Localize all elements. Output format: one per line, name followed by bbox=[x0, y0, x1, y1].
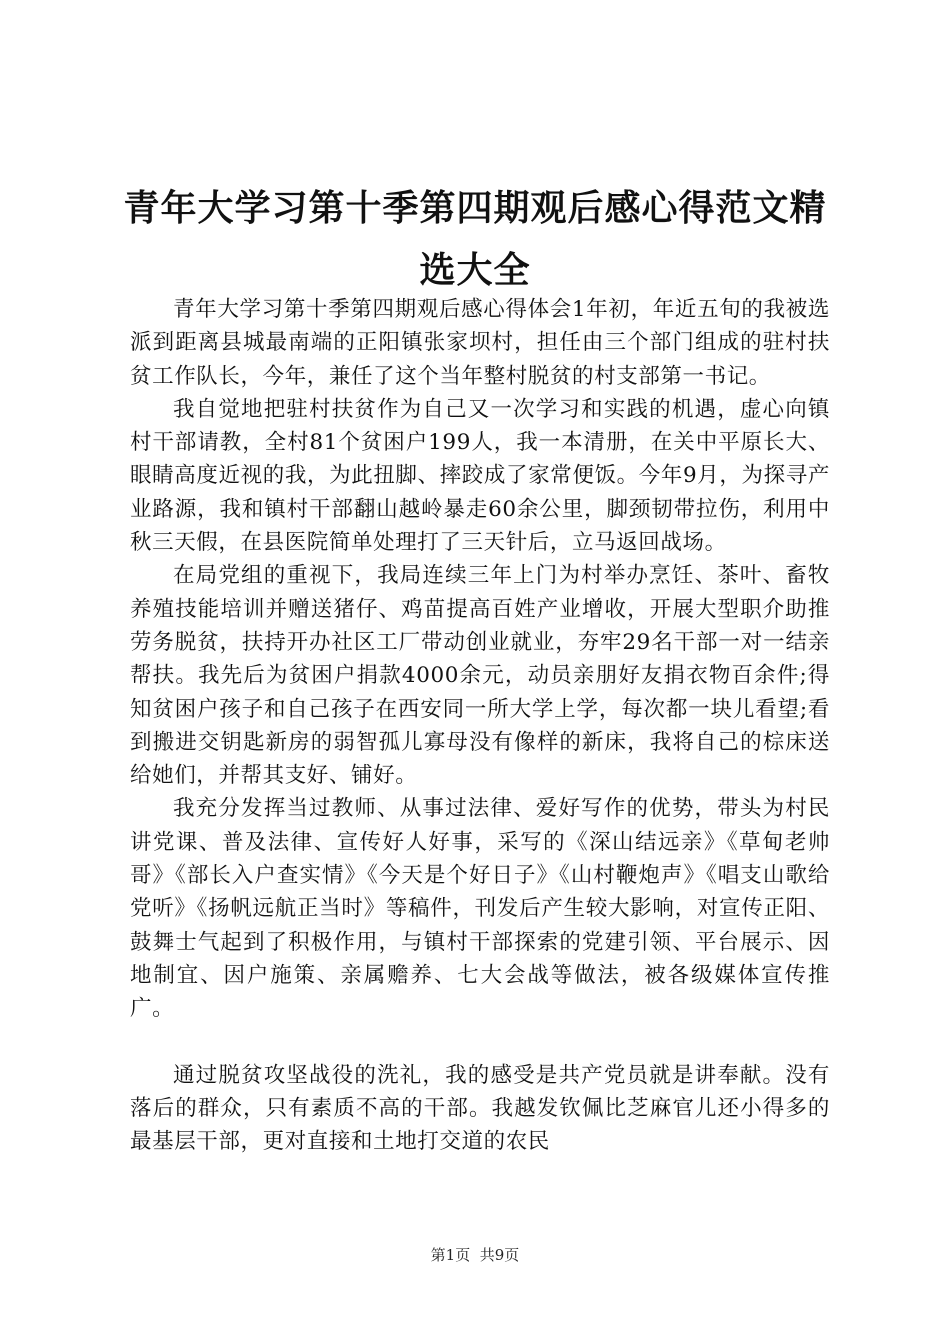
page-number: 第1页 bbox=[430, 1246, 471, 1264]
page-total: 共9页 bbox=[479, 1246, 520, 1264]
paragraph-2: 我自觉地把驻村扶贫作为自己又一次学习和实践的机遇，虚心向镇村干部请教，全村81个贫困户199人，我一本清册，在关中平原长大、眼睛高度近视的我，为此扭脚、摔跤成了家常便饭。今年9月，为探寻产业路源，我和镇村干部翻山越岭暴走60余公里，脚颈韧带拉伤，利用中秋三天假，在县医院简单处理打了三天针后，立马返回战场。 bbox=[130, 396, 830, 556]
paragraph-5: 通过脱贫攻坚战役的洗礼，我的感受是共产党员就是讲奉献。没有落后的群众，只有素质不高的干部。我越发钦佩比芝麻官儿还小得多的最基层干部，更对直接和土地打交道的农民 bbox=[130, 1062, 830, 1155]
paragraph-1: 青年大学习第十季第四期观后感心得体会1年初，年近五旬的我被选派到距离县城最南端的正阳镇张家坝村，担任由三个部门组成的驻村扶贫工作队长，今年，兼任了这个当年整村脱贫的村支部第一书记。 bbox=[130, 297, 830, 389]
paragraph-4: 我充分发挥当过教师、从事过法律、爱好写作的优势，带头为村民讲党课、普及法律、宣传好人好事，采写的《深山结远亲》《草甸老帅哥》《部长入户查实情》《今天是个好日子》《山村鞭炮声》《唱支山歌给党听》《扬帆远航正当时》等稿件，刊发后产生较大影响，对宣传正阳、鼓舞士气起到了积极作用，与镇村干部探索的党建引领、平台展示、因地制宜、因户施策、亲属赡养、七大会战等做法，被各级媒体宣传推广。 bbox=[130, 796, 830, 1022]
document-title: 青年大学习第十季第四期观后感心得范文精选大全 bbox=[123, 188, 827, 291]
footer-spacer bbox=[470, 1246, 480, 1264]
document-body bbox=[130, 293, 830, 1158]
paragraph-3: 在局党组的重视下，我局连续三年上门为村举办烹饪、茶叶、畜牧养殖技能培训并赠送猪仔、鸡苗提高百姓产业增收，开展大型职介助推劳务脱贫，扶持开办社区工厂带动创业就业，夯牢29名干部一对一结亲帮扶。我先后为贫困户捐款4000余元，动员亲朋好友捐衣物百余件;得知贫困户孩子和自己孩子在西安同一所大学上学，每次都一块儿看望;看到搬进交钥匙新房的弱智孤儿寡母没有像样的新床，我将自己的棕床送给她们，并帮其支好、铺好。 bbox=[130, 563, 830, 789]
page-footer bbox=[0, 1244, 950, 1265]
